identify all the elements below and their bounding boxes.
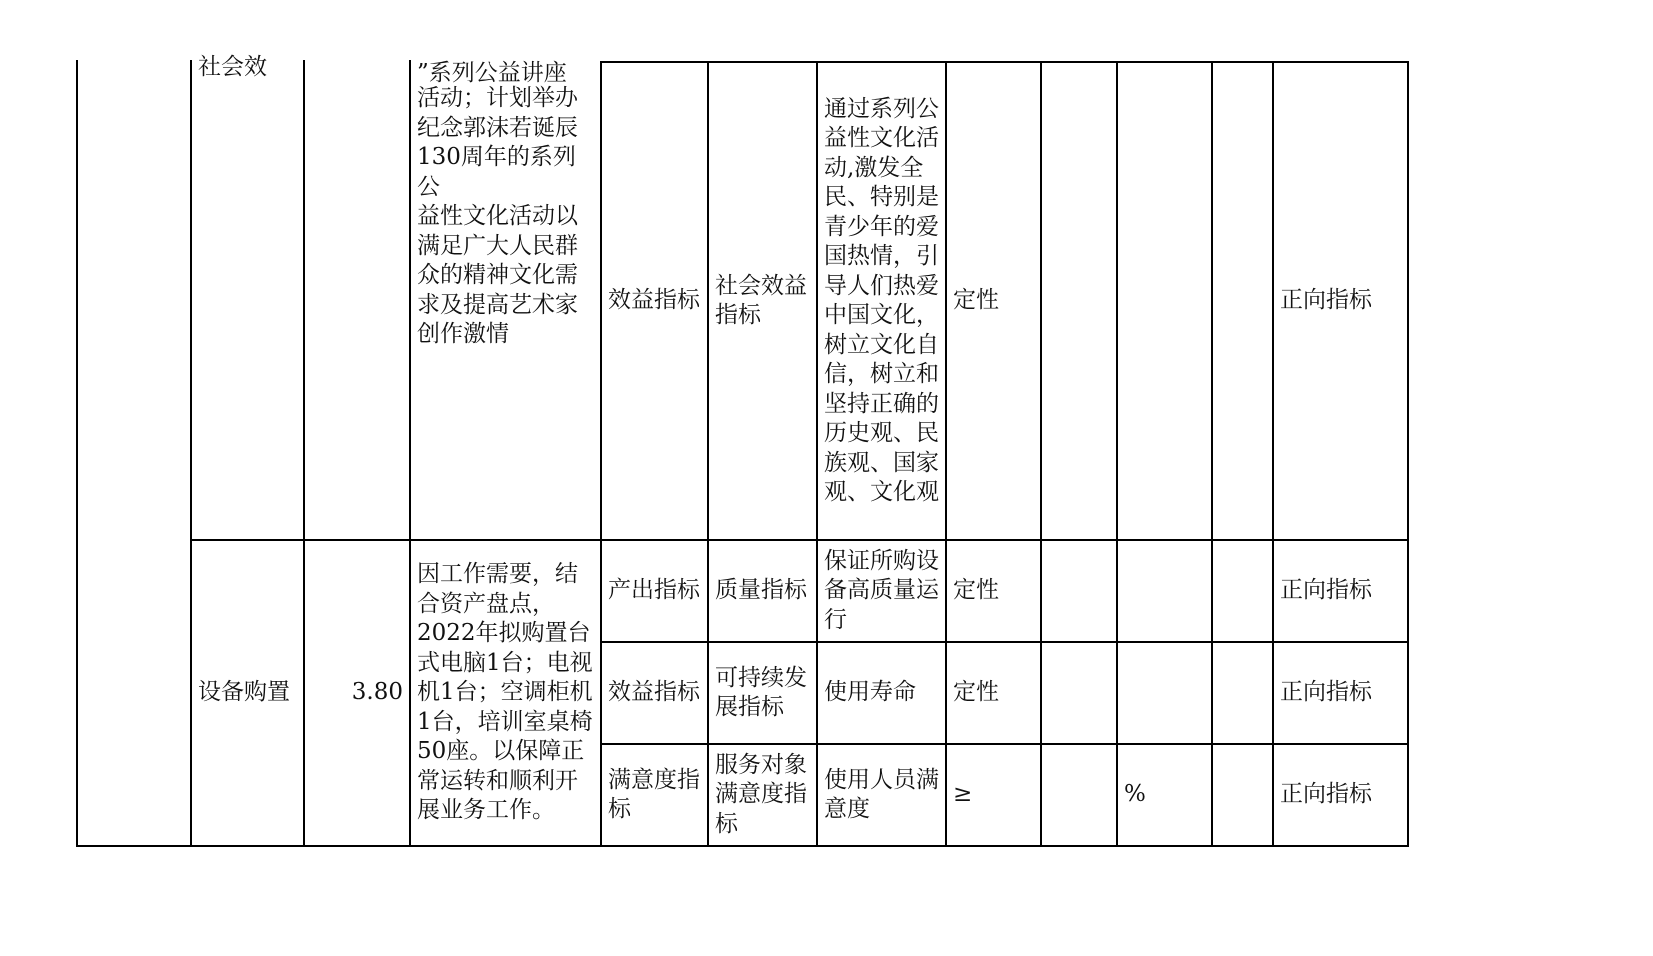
level1-indicator-cell: 效益指标 — [608, 287, 700, 314]
grid-line — [76, 60, 78, 847]
grid-line — [1211, 62, 1213, 847]
project-content-cell: 因工作需要，结 合资产盘点， 2022年拟购置台 式电脑1台；电视 机1台；空调柜机 1台，培训室桌椅 50座。以保障正 常运转和顺利开 展业务工作。 — [417, 561, 593, 824]
level2-indicator-cell: 质量指标 — [715, 577, 807, 604]
amount-cell: 3.80 — [351, 679, 403, 706]
indicator-nature-cell: 定性 — [953, 679, 999, 706]
level1-indicator-cell: 效益指标 — [608, 679, 700, 706]
indicator-direction-cell: 正向指标 — [1280, 679, 1372, 706]
indicator-unit-cell: % — [1124, 781, 1146, 808]
indicator-direction-cell: 正向指标 — [1280, 781, 1372, 808]
level1-indicator-cell: 产出指标 — [608, 577, 700, 604]
indicator-value-cell — [1042, 643, 1116, 743]
indicator-value-cell — [1042, 541, 1116, 641]
indicator-direction-cell: 正向指标 — [1280, 287, 1372, 314]
level3-indicator-cell: 通过系列公 益性文化活 动,激发全 民、特别是 青少年的爱 国热情，引 导人们热爱 中国文化， 树立文化自 信，树立和 坚持正确的 历史观、民 族观、国家 观、文化观 — [824, 95, 939, 505]
indicator-nature-cell: 定性 — [953, 577, 999, 604]
category-cut-text: 社会效 — [198, 54, 267, 80]
indicator-nature-cell: ≥ — [953, 781, 973, 808]
indicator-unit-cell — [1118, 541, 1211, 641]
level2-indicator-cell: 可持续发 展指标 — [715, 664, 807, 720]
project-content-cell: 活动；计划举办 纪念郭沫若诞辰 130周年的系列公 益性文化活动以 满足广大人民群 众的精神文化需 求及提高艺术家 创作激情 — [417, 85, 578, 347]
project-name-cell: 设备购置 — [198, 679, 290, 706]
level2-indicator-cell: 社会效益 指标 — [715, 272, 807, 328]
level3-indicator-cell: 使用寿命 — [824, 679, 916, 706]
level3-indicator-cell: 使用人员满 意度 — [824, 766, 939, 822]
indicator-unit-cell — [1118, 643, 1211, 743]
indicator-direction-cell: 正向指标 — [1280, 577, 1372, 604]
indicator-nature-cell: 定性 — [953, 287, 999, 314]
level3-indicator-cell: 保证所购设 备高质量运 行 — [824, 547, 939, 633]
indicator-value-cell — [1042, 745, 1116, 845]
grid-line — [1407, 62, 1409, 847]
content-cut-line: ”系列公益讲座 — [417, 60, 567, 86]
grid-line — [76, 845, 1409, 847]
level2-indicator-cell: 服务对象 满意度指 标 — [715, 751, 807, 837]
level1-indicator-cell: 满意度指 标 — [608, 766, 700, 822]
